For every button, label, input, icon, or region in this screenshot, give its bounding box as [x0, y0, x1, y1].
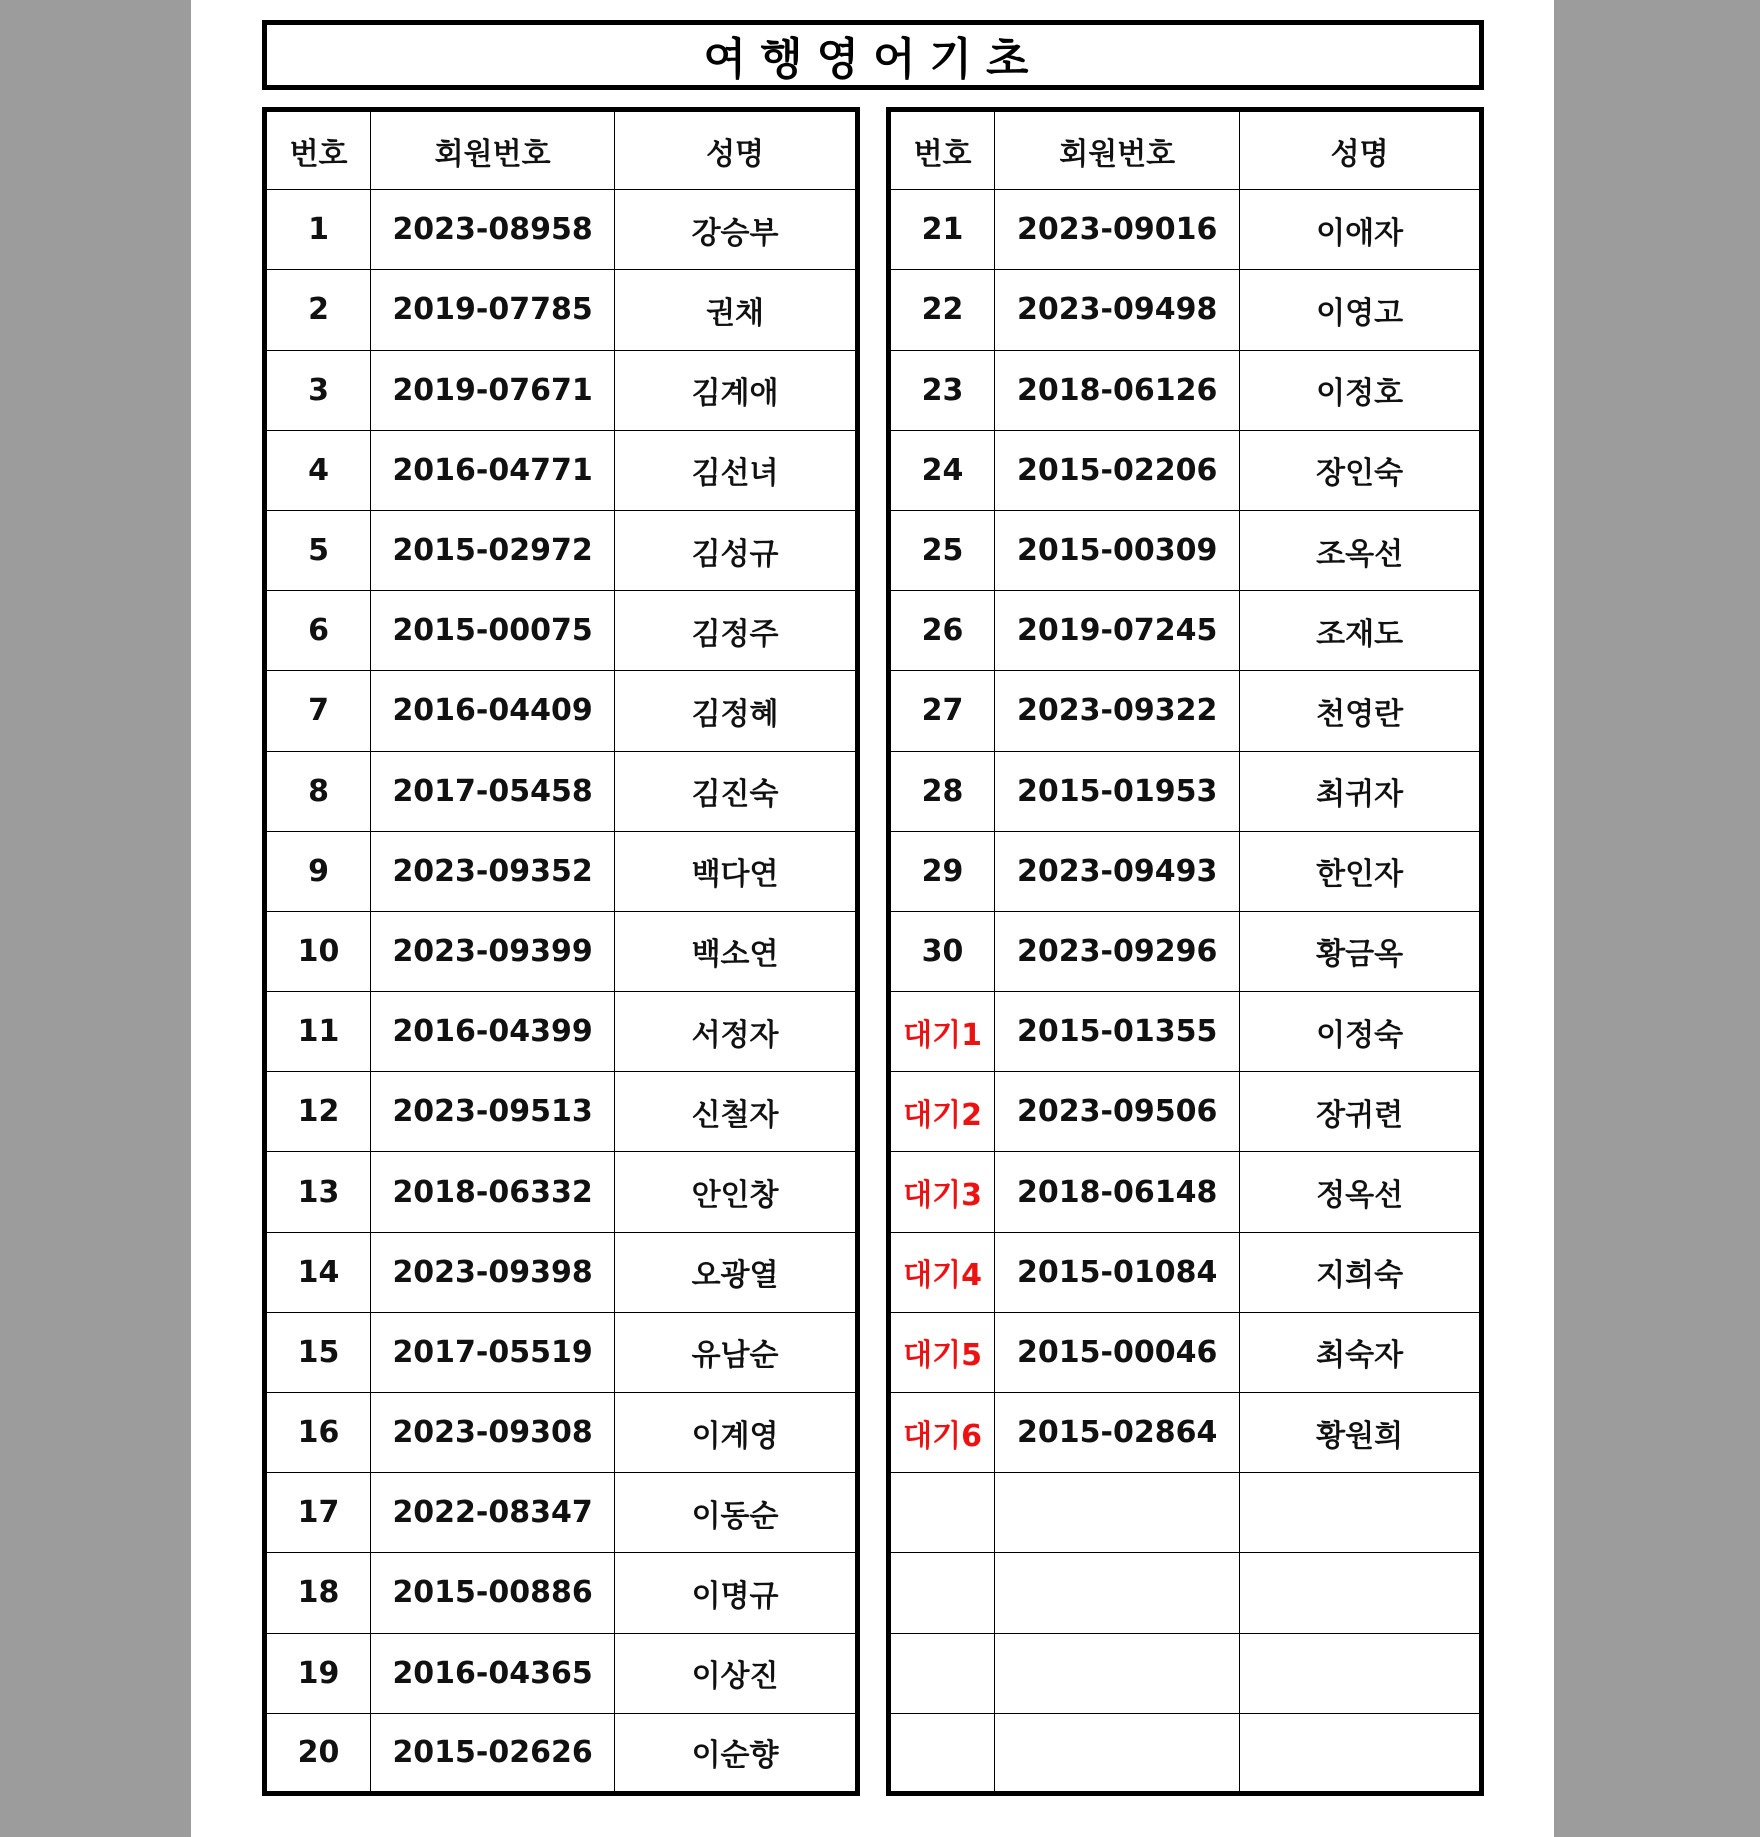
- cell-number: 12: [265, 1072, 371, 1152]
- cell-member-id: 2016-04399: [371, 992, 615, 1072]
- cell-number: [889, 1473, 995, 1553]
- cell-number: 7: [265, 671, 371, 751]
- table-row: [265, 1152, 858, 1232]
- table-row: [265, 751, 858, 831]
- cell-number: [889, 1633, 995, 1713]
- cell-name: 최숙자: [1240, 1312, 1482, 1392]
- cell-member-id: 2016-04771: [371, 430, 615, 510]
- cell-member-id: 2018-06148: [995, 1152, 1240, 1232]
- header-number: 번호: [265, 110, 371, 190]
- cell-name: 황원희: [1240, 1393, 1482, 1473]
- header-name: 성명: [615, 110, 858, 190]
- cell-number: 대기1: [889, 992, 995, 1072]
- table-row: [889, 591, 1482, 671]
- cell-member-id: 2015-01953: [995, 751, 1240, 831]
- cell-member-id: 2023-09506: [995, 1072, 1240, 1152]
- header-member-id: 회원번호: [995, 110, 1240, 190]
- cell-member-id: 2015-00046: [995, 1312, 1240, 1392]
- table-header-row: [265, 110, 858, 190]
- roster-table-right: [886, 107, 1484, 1796]
- cell-name: 김정혜: [615, 671, 858, 751]
- cell-name: 이동순: [615, 1473, 858, 1553]
- table-row: [265, 1473, 858, 1553]
- cell-number: 대기5: [889, 1312, 995, 1392]
- table-header-row: [889, 110, 1482, 190]
- cell-name: 정옥선: [1240, 1152, 1482, 1232]
- cell-member-id: 2018-06332: [371, 1152, 615, 1232]
- cell-member-id: [995, 1713, 1240, 1793]
- cell-member-id: 2015-02206: [995, 430, 1240, 510]
- table-row: [889, 992, 1482, 1072]
- cell-name: 지희숙: [1240, 1232, 1482, 1312]
- cell-name: 백다연: [615, 831, 858, 911]
- cell-number: [889, 1553, 995, 1633]
- cell-number: 29: [889, 831, 995, 911]
- cell-number: 4: [265, 430, 371, 510]
- cell-number: 대기6: [889, 1393, 995, 1473]
- cell-number: 27: [889, 671, 995, 751]
- cell-name: 장귀련: [1240, 1072, 1482, 1152]
- table-row: [265, 992, 858, 1072]
- cell-number: 11: [265, 992, 371, 1072]
- cell-name: 신철자: [615, 1072, 858, 1152]
- cell-number: 25: [889, 510, 995, 590]
- cell-name: 이정호: [1240, 350, 1482, 430]
- cell-member-id: 2015-02626: [371, 1713, 615, 1793]
- cell-number: 14: [265, 1232, 371, 1312]
- cell-number: 8: [265, 751, 371, 831]
- cell-name: 이상진: [615, 1633, 858, 1713]
- cell-name: 이명규: [615, 1553, 858, 1633]
- cell-member-id: 2017-05458: [371, 751, 615, 831]
- cell-name: [1240, 1713, 1482, 1793]
- cell-name: 이영고: [1240, 270, 1482, 350]
- cell-name: 강승부: [615, 190, 858, 270]
- cell-member-id: 2023-09498: [995, 270, 1240, 350]
- table-row: [889, 1072, 1482, 1152]
- table-row: [265, 350, 858, 430]
- cell-member-id: 2015-01355: [995, 992, 1240, 1072]
- cell-number: 1: [265, 190, 371, 270]
- table-row: [265, 831, 858, 911]
- cell-name: 한인자: [1240, 831, 1482, 911]
- cell-member-id: 2023-08958: [371, 190, 615, 270]
- table-row: [889, 1713, 1482, 1793]
- cell-number: 5: [265, 510, 371, 590]
- cell-number: 13: [265, 1152, 371, 1232]
- cell-name: 백소연: [615, 911, 858, 991]
- table-row: [265, 430, 858, 510]
- cell-number: 23: [889, 350, 995, 430]
- cell-number: 22: [889, 270, 995, 350]
- roster-left-body: [265, 110, 858, 1794]
- cell-name: 김진숙: [615, 751, 858, 831]
- table-row: [265, 591, 858, 671]
- cell-name: 권채: [615, 270, 858, 350]
- table-row: [889, 1393, 1482, 1473]
- cell-name: 김성규: [615, 510, 858, 590]
- cell-number: 대기2: [889, 1072, 995, 1152]
- table-row: [265, 270, 858, 350]
- table-row: [889, 190, 1482, 270]
- cell-name: 오광열: [615, 1232, 858, 1312]
- cell-name: 김정주: [615, 591, 858, 671]
- table-row: [889, 911, 1482, 991]
- cell-member-id: 2015-02972: [371, 510, 615, 590]
- cell-member-id: 2016-04365: [371, 1633, 615, 1713]
- cell-name: [1240, 1553, 1482, 1633]
- cell-number: 17: [265, 1473, 371, 1553]
- table-row: [889, 430, 1482, 510]
- table-row: [265, 1393, 858, 1473]
- cell-member-id: [995, 1553, 1240, 1633]
- table-row: [889, 751, 1482, 831]
- document-title: 여행영어기초: [262, 20, 1484, 90]
- cell-name: 황금옥: [1240, 911, 1482, 991]
- cell-member-id: 2023-09308: [371, 1393, 615, 1473]
- table-row: [889, 350, 1482, 430]
- header-number: 번호: [889, 110, 995, 190]
- cell-member-id: [995, 1633, 1240, 1713]
- cell-name: 장인숙: [1240, 430, 1482, 510]
- cell-member-id: 2018-06126: [995, 350, 1240, 430]
- table-row: [889, 1553, 1482, 1633]
- cell-number: 26: [889, 591, 995, 671]
- cell-member-id: 2017-05519: [371, 1312, 615, 1392]
- table-row: [889, 831, 1482, 911]
- cell-member-id: 2019-07785: [371, 270, 615, 350]
- table-row: [265, 510, 858, 590]
- cell-member-id: 2023-09513: [371, 1072, 615, 1152]
- cell-number: 10: [265, 911, 371, 991]
- cell-number: 9: [265, 831, 371, 911]
- cell-number: 21: [889, 190, 995, 270]
- cell-name: 이애자: [1240, 190, 1482, 270]
- cell-number: 6: [265, 591, 371, 671]
- cell-member-id: 2022-08347: [371, 1473, 615, 1553]
- header-member-id: 회원번호: [371, 110, 615, 190]
- table-row: [889, 1473, 1482, 1553]
- cell-number: 18: [265, 1553, 371, 1633]
- cell-name: [1240, 1633, 1482, 1713]
- table-row: [265, 1713, 858, 1793]
- cell-number: 20: [265, 1713, 371, 1793]
- cell-member-id: 2019-07671: [371, 350, 615, 430]
- cell-number: 16: [265, 1393, 371, 1473]
- cell-member-id: 2023-09322: [995, 671, 1240, 751]
- table-row: [265, 911, 858, 991]
- table-row: [265, 1633, 858, 1713]
- table-row: [889, 270, 1482, 350]
- cell-name: 김계애: [615, 350, 858, 430]
- roster-table-left: [262, 107, 860, 1796]
- cell-name: 김선녀: [615, 430, 858, 510]
- cell-name: 이계영: [615, 1393, 858, 1473]
- table-row: [889, 1633, 1482, 1713]
- table-row: [265, 1312, 858, 1392]
- cell-name: 조옥선: [1240, 510, 1482, 590]
- table-row: [265, 1072, 858, 1152]
- table-row: [265, 190, 858, 270]
- cell-number: 3: [265, 350, 371, 430]
- cell-name: 최귀자: [1240, 751, 1482, 831]
- table-row: [265, 1232, 858, 1312]
- cell-name: [1240, 1473, 1482, 1553]
- table-row: [889, 1152, 1482, 1232]
- cell-name: 이순향: [615, 1713, 858, 1793]
- cell-member-id: 2015-01084: [995, 1232, 1240, 1312]
- cell-member-id: 2023-09296: [995, 911, 1240, 991]
- table-row: [889, 510, 1482, 590]
- cell-name: 이정숙: [1240, 992, 1482, 1072]
- cell-member-id: 2019-07245: [995, 591, 1240, 671]
- table-row: [889, 671, 1482, 751]
- header-name: 성명: [1240, 110, 1482, 190]
- cell-number: 15: [265, 1312, 371, 1392]
- cell-member-id: 2023-09352: [371, 831, 615, 911]
- cell-number: 대기3: [889, 1152, 995, 1232]
- cell-name: 조재도: [1240, 591, 1482, 671]
- cell-member-id: 2015-00886: [371, 1553, 615, 1633]
- cell-member-id: [995, 1473, 1240, 1553]
- cell-member-id: 2015-00309: [995, 510, 1240, 590]
- table-row: [889, 1232, 1482, 1312]
- table-row: [265, 1553, 858, 1633]
- table-row: [265, 671, 858, 751]
- table-row: [889, 1312, 1482, 1392]
- cell-name: 서정자: [615, 992, 858, 1072]
- cell-number: 대기4: [889, 1232, 995, 1312]
- cell-number: 2: [265, 270, 371, 350]
- roster-right-body: [889, 110, 1482, 1794]
- cell-member-id: 2015-02864: [995, 1393, 1240, 1473]
- cell-member-id: 2023-09399: [371, 911, 615, 991]
- cell-number: 24: [889, 430, 995, 510]
- cell-name: 유남순: [615, 1312, 858, 1392]
- cell-member-id: 2016-04409: [371, 671, 615, 751]
- cell-member-id: 2023-09493: [995, 831, 1240, 911]
- cell-number: 19: [265, 1633, 371, 1713]
- cell-member-id: 2015-00075: [371, 591, 615, 671]
- cell-name: 천영란: [1240, 671, 1482, 751]
- cell-number: 30: [889, 911, 995, 991]
- cell-name: 안인창: [615, 1152, 858, 1232]
- cell-member-id: 2023-09398: [371, 1232, 615, 1312]
- cell-number: [889, 1713, 995, 1793]
- cell-member-id: 2023-09016: [995, 190, 1240, 270]
- cell-number: 28: [889, 751, 995, 831]
